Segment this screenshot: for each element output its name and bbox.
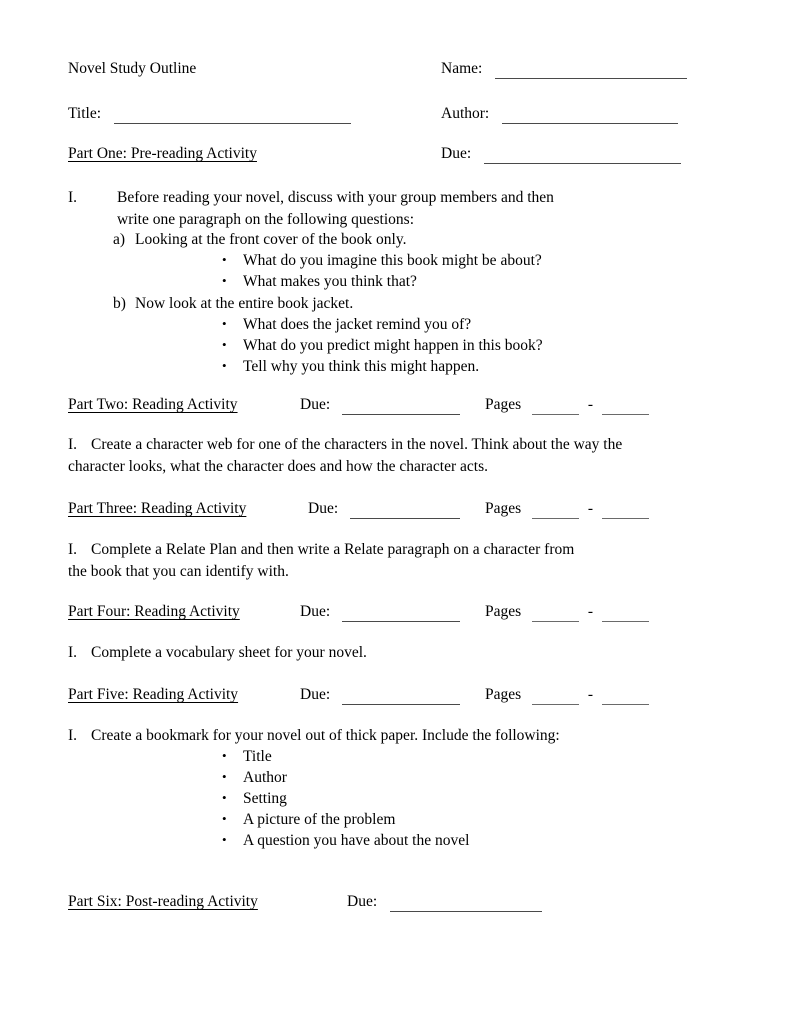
part-one-sub-b-bullet-0 xyxy=(222,314,471,336)
part-two-item-1-line-1: Create a character web for one of the characters in the novel. Think about the way the xyxy=(91,436,623,453)
part-one-sub-a-bullet-1 xyxy=(222,271,417,293)
part-five-pages-label: Pages xyxy=(485,686,522,703)
page-title xyxy=(68,58,196,79)
bullet-icon: • xyxy=(222,273,227,288)
part-five-item-1 xyxy=(68,725,718,747)
part-three-item-1-line-2: the book that you can identify with. xyxy=(68,562,289,580)
part-one-sub-a-marker: a) xyxy=(113,231,126,248)
part-three-item-1-numeral: I. xyxy=(68,541,78,558)
part-two-due-field[interactable] xyxy=(300,394,460,415)
part-four-due-blank[interactable] xyxy=(342,606,460,622)
part-two-pages-to-blank[interactable] xyxy=(602,400,649,415)
part-one-sub-a-bullet-0-text: What do you imagine this book might be about? xyxy=(243,252,542,269)
part-four-heading-row xyxy=(68,601,240,622)
part-five-bullet-0-text: Title xyxy=(243,748,272,765)
part-five-bullet-2-text: Setting xyxy=(243,790,287,807)
part-three-pages-separator: - xyxy=(587,500,594,517)
author-field[interactable] xyxy=(441,103,678,124)
part-four-pages-separator: - xyxy=(587,603,594,620)
bullet-icon: • xyxy=(222,832,227,847)
part-one-sub-b-bullet-0-text: What does the jacket remind you of? xyxy=(243,316,472,333)
part-four-pages-label: Pages xyxy=(485,603,522,620)
part-one-due-blank[interactable] xyxy=(484,148,681,164)
part-five-pages-to-blank[interactable] xyxy=(602,690,649,705)
part-one-item-1-line-2: write one paragraph on the following questions: xyxy=(117,210,415,228)
part-two-pages-label: Pages xyxy=(485,396,522,413)
part-five-bullet-3 xyxy=(222,809,395,831)
part-three-due-field[interactable] xyxy=(308,498,460,519)
part-six-heading-text: Part Six: Post-reading Activity xyxy=(68,893,258,910)
part-five-due-blank[interactable] xyxy=(342,689,460,705)
part-five-bullet-1-text: Author xyxy=(243,769,287,786)
bullet-icon: • xyxy=(222,337,227,352)
part-four-due-label: Due: xyxy=(300,603,331,620)
bullet-icon: • xyxy=(222,811,227,826)
bullet-icon: • xyxy=(222,316,227,331)
bullet-icon: • xyxy=(222,748,227,763)
page-title-text: Novel Study Outline xyxy=(68,60,197,77)
part-two-pages-from-blank[interactable] xyxy=(532,400,579,415)
part-three-pages-to-blank[interactable] xyxy=(602,504,649,519)
title-field[interactable] xyxy=(68,103,351,124)
part-three-pages-field[interactable] xyxy=(485,498,649,519)
part-four-pages-to-blank[interactable] xyxy=(602,607,649,622)
part-two-item-1-numeral: I. xyxy=(68,436,78,453)
part-four-heading-text: Part Four: Reading Activity xyxy=(68,603,240,620)
part-five-pages-separator: - xyxy=(587,686,594,703)
part-four-due-field[interactable] xyxy=(300,601,460,622)
part-three-due-blank[interactable] xyxy=(350,503,460,519)
part-five-due-field[interactable] xyxy=(300,684,460,705)
part-two-item-1 xyxy=(68,434,718,477)
bullet-icon: • xyxy=(222,252,227,267)
part-three-item-1-line-1: Complete a Relate Plan and then write a Relate paragraph on a character from xyxy=(91,541,575,558)
part-one-sub-b-marker: b) xyxy=(113,295,126,312)
part-four-item-1-numeral: I. xyxy=(68,644,78,661)
part-two-due-label: Due: xyxy=(300,396,331,413)
part-four-item-1 xyxy=(68,642,718,664)
part-three-due-label: Due: xyxy=(308,500,339,517)
part-two-pages-separator: - xyxy=(587,396,594,413)
part-five-heading-text: Part Five: Reading Activity xyxy=(68,686,239,703)
part-two-item-1-line-2: character looks, what the character does and how the character acts. xyxy=(68,457,489,475)
part-one-heading-text: Part One: Pre-reading Activity xyxy=(68,145,257,162)
part-four-pages-from-blank[interactable] xyxy=(532,607,579,622)
name-blank[interactable] xyxy=(495,63,687,79)
part-four-item-1-line-1: Complete a vocabulary sheet for your novel. xyxy=(91,644,367,661)
part-one-item-1 xyxy=(68,187,688,230)
title-blank[interactable] xyxy=(114,108,351,124)
part-five-bullet-4-text: A question you have about the novel xyxy=(243,832,470,849)
part-five-bullet-4 xyxy=(222,830,469,852)
part-five-bullet-0 xyxy=(222,746,272,768)
part-five-item-1-numeral: I. xyxy=(68,727,78,744)
part-six-heading-row xyxy=(68,891,258,912)
part-one-sub-b-bullet-2 xyxy=(222,356,479,378)
part-one-item-1-numeral: I. xyxy=(68,189,78,206)
bullet-icon: • xyxy=(222,358,227,373)
bullet-icon: • xyxy=(222,790,227,805)
part-one-sub-a-bullet-0 xyxy=(222,250,542,272)
bullet-icon: • xyxy=(222,769,227,784)
part-one-sub-b-text: Now look at the entire book jacket. xyxy=(135,295,354,312)
part-two-heading-text: Part Two: Reading Activity xyxy=(68,396,238,413)
part-two-due-blank[interactable] xyxy=(342,399,460,415)
part-two-pages-field[interactable] xyxy=(485,394,649,415)
part-one-sub-a-text: Looking at the front cover of the book only. xyxy=(135,231,407,248)
part-three-item-1 xyxy=(68,539,718,582)
part-five-bullet-2 xyxy=(222,788,287,810)
part-three-heading-text: Part Three: Reading Activity xyxy=(68,500,247,517)
part-one-sub-b-bullet-1-text: What do you predict might happen in this book? xyxy=(243,337,543,354)
part-five-pages-from-blank[interactable] xyxy=(532,690,579,705)
part-four-pages-field[interactable] xyxy=(485,601,649,622)
name-field[interactable] xyxy=(441,58,687,79)
part-one-sub-b xyxy=(113,293,353,315)
part-one-sub-a xyxy=(113,229,406,251)
part-one-heading xyxy=(68,143,257,164)
part-six-due-field[interactable] xyxy=(347,891,542,912)
part-one-sub-b-bullet-1 xyxy=(222,335,543,357)
part-six-due-blank[interactable] xyxy=(390,896,542,912)
part-one-due-label: Due: xyxy=(441,145,472,162)
author-blank[interactable] xyxy=(502,108,678,124)
part-one-sub-a-bullet-1-text: What makes you think that? xyxy=(243,273,417,290)
part-two-heading-row xyxy=(68,394,238,415)
title-label: Title: xyxy=(68,105,102,122)
part-five-item-1-line-1: Create a bookmark for your novel out of thick paper. Include the following: xyxy=(91,727,560,744)
author-label: Author: xyxy=(441,105,490,122)
part-one-item-1-line-1: Before reading your novel, discuss with your group members and then xyxy=(117,189,554,206)
part-one-due-field[interactable] xyxy=(441,143,681,164)
part-five-pages-field[interactable] xyxy=(485,684,649,705)
part-five-due-label: Due: xyxy=(300,686,331,703)
part-three-pages-label: Pages xyxy=(485,500,522,517)
part-five-bullet-3-text: A picture of the problem xyxy=(243,811,396,828)
part-five-heading-row xyxy=(68,684,238,705)
part-six-due-label: Due: xyxy=(347,893,378,910)
part-one-sub-b-bullet-2-text: Tell why you think this might happen. xyxy=(243,358,480,375)
name-label: Name: xyxy=(441,60,483,77)
part-three-heading-row xyxy=(68,498,246,519)
part-five-bullet-1 xyxy=(222,767,287,789)
part-three-pages-from-blank[interactable] xyxy=(532,504,579,519)
